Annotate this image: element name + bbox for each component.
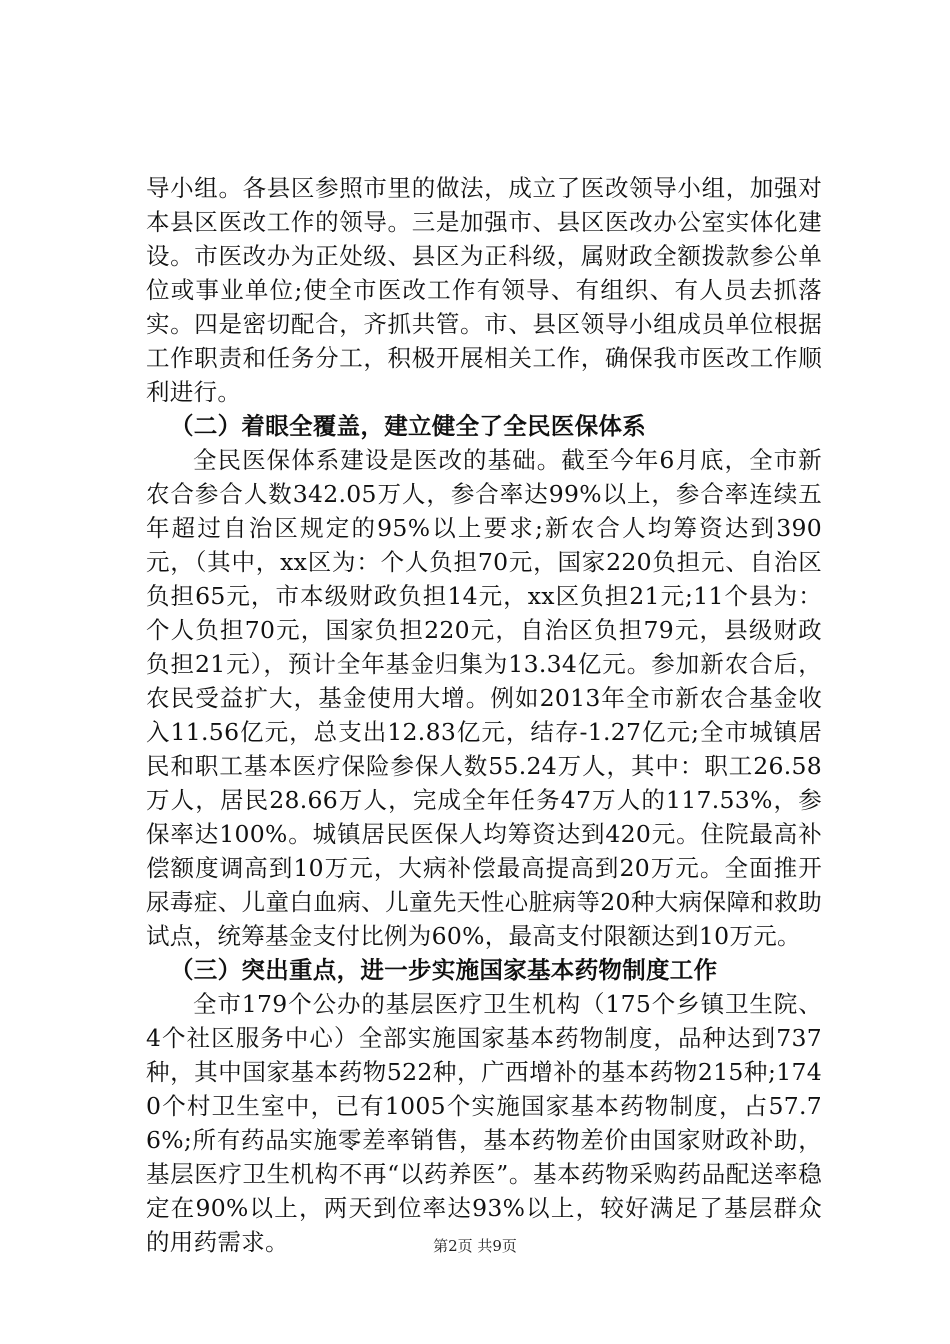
document-body (146, 171, 822, 1259)
paragraph-leadership-continued: 导小组。各县区参照市里的做法，成立了医改领导小组，加强对本县区医改工作的领导。三是加强市、县区医改办公室实体化建设。市医改办为正处级、县区为正科级，属财政全额拨款参公单位或事业单位;使全市医改工作有领导、有组织、有人员去抓落实。四是密切配合，齐抓共管。市、县区领导小组成员单位根据工作职责和任务分工，积极开展相关工作，确保我市医改工作顺利进行。 (146, 174, 822, 406)
section-heading-essential-drugs: （三）突出重点，进一步实施国家基本药物制度工作 (170, 956, 718, 984)
paragraph-medical-insurance: 全民医保体系建设是医改的基础。截至今年6月底，全市新农合参合人数342.05万人，参合率达99%以上，参合率连续五年超过自治区规定的95%以上要求;新农合人均筹资达到390元，（其中，xx区为：个人负担70元，国家220负担元、自治区负担65元，市本级财政负担14元，xx区负担21元;11个县为：个人负担70元，国家负担220元，自治区负担79元，县级财政负担21元），预计全年基金归集为13.34亿元。参加新农合后，农民受益扩大，基金使用大增。例如2013年全市新农合基金收入11.56亿元，总支出12.83亿元，结存-1.27亿元;全市城镇居民和职工基本医疗保险参保人数55.24万人，其中：职工26.58万人，居民28.66万人，完成全年任务47万人的117.53%，参保率达100%。城镇居民医保人均筹资达到420元。住院最高补偿额度调高到10万元，大病补偿最高提高到20万元。全面推开尿毒症、儿童白血病、儿童先天性心脏病等20种大病保障和救助试点，统筹基金支付比例为60%，最高支付限额达到10万元。 (146, 446, 822, 950)
section-heading-medical-insurance: （二）着眼全覆盖，建立健全了全民医保体系 (170, 412, 646, 440)
page-number-footer: 第2页 共9页 (433, 1237, 517, 1255)
paragraph-essential-drugs: 全市179个公办的基层医疗卫生机构（175个乡镇卫生院、4个社区服务中心）全部实施国家基本药物制度，品种达到737种，其中国家基本药物522种，广西增补的基本药物215种;1740个村卫生室中，已有1005个实施国家基本药物制度，占57.76%;所有药品实施零差率销售，基本药物差价由国家财政补助，基层医疗卫生机构不再“以药养医”。基本药物采购药品配送率稳定在90%以上，两天到位率达93%以上，较好满足了基层群众的用药需求。 (146, 990, 822, 1256)
